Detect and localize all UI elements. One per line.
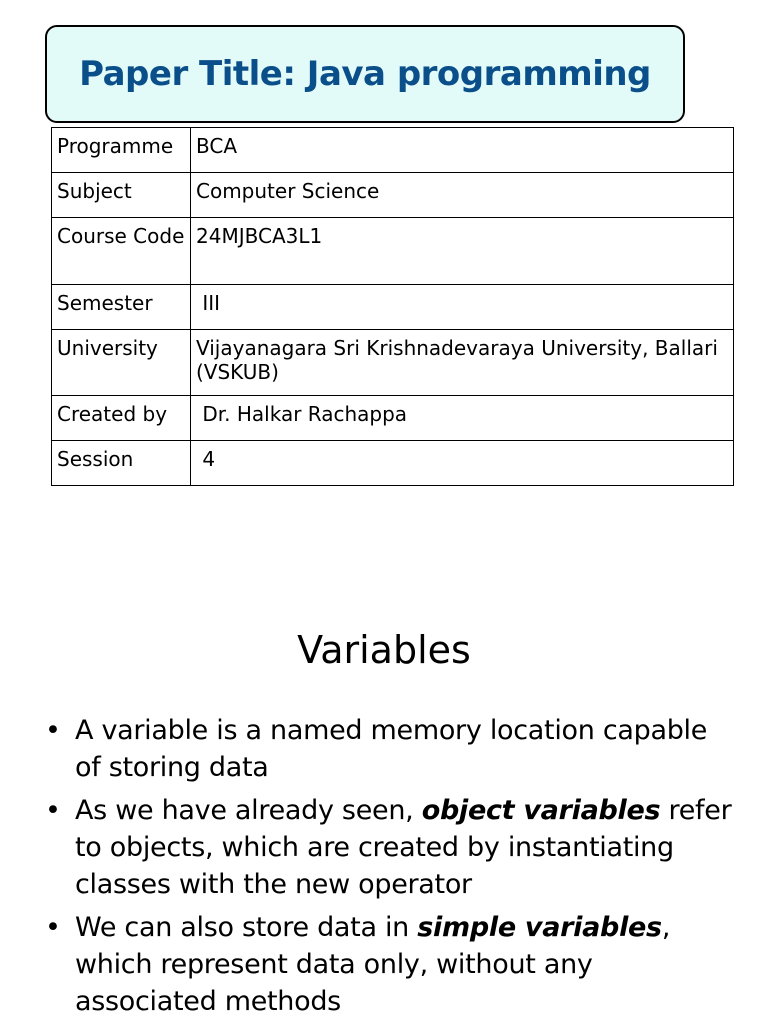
list-item [40,792,740,903]
course-info-table [51,127,734,486]
table-row [52,128,734,173]
bullet-list [40,712,740,1026]
table-row [52,441,734,486]
bullet-dot-icon: • [45,912,61,943]
list-item [40,712,740,786]
bullet-dot-icon: • [45,715,61,746]
row-label: Created by [52,396,191,441]
row-value: Vijayanagara Sri Krishnadevaraya University, Ballari (VSKUB) [191,330,734,396]
bullet-text-post: , which represent data only, without any associated methods [75,912,679,1017]
row-label: University [52,330,191,396]
row-value: Computer Science [191,173,734,218]
bullet-text-pre: We can also store data in [75,912,418,943]
bullet-text: A variable is a named memory location capable of storing data [75,715,708,783]
bullet-text-pre: As we have already seen, [75,795,422,826]
list-item [40,909,740,1020]
row-value: III [191,285,734,330]
bullet-dot-icon: • [45,795,61,826]
row-label: Programme [52,128,191,173]
table-row [52,396,734,441]
paper-title-box [45,25,685,123]
row-value: 4 [191,441,734,486]
row-label: Session [52,441,191,486]
bullet-text-post: refer to objects, which are created by instantiating classes with the new operator [75,795,740,900]
row-label: Semester [52,285,191,330]
table-row [52,218,734,285]
row-label: Course Code [52,218,191,285]
row-label: Subject [52,173,191,218]
section-heading: Variables [297,628,471,672]
row-value: BCA [191,128,734,173]
paper-title: Paper Title: Java programming [79,54,651,94]
row-value: 24MJBCA3L1 [191,218,734,285]
table-row [52,285,734,330]
bullet-emphasis: simple variables [417,912,662,943]
bullet-emphasis: object variables [421,795,661,826]
table-row [52,173,734,218]
row-value: Dr. Halkar Rachappa [191,396,734,441]
table-row [52,330,734,396]
